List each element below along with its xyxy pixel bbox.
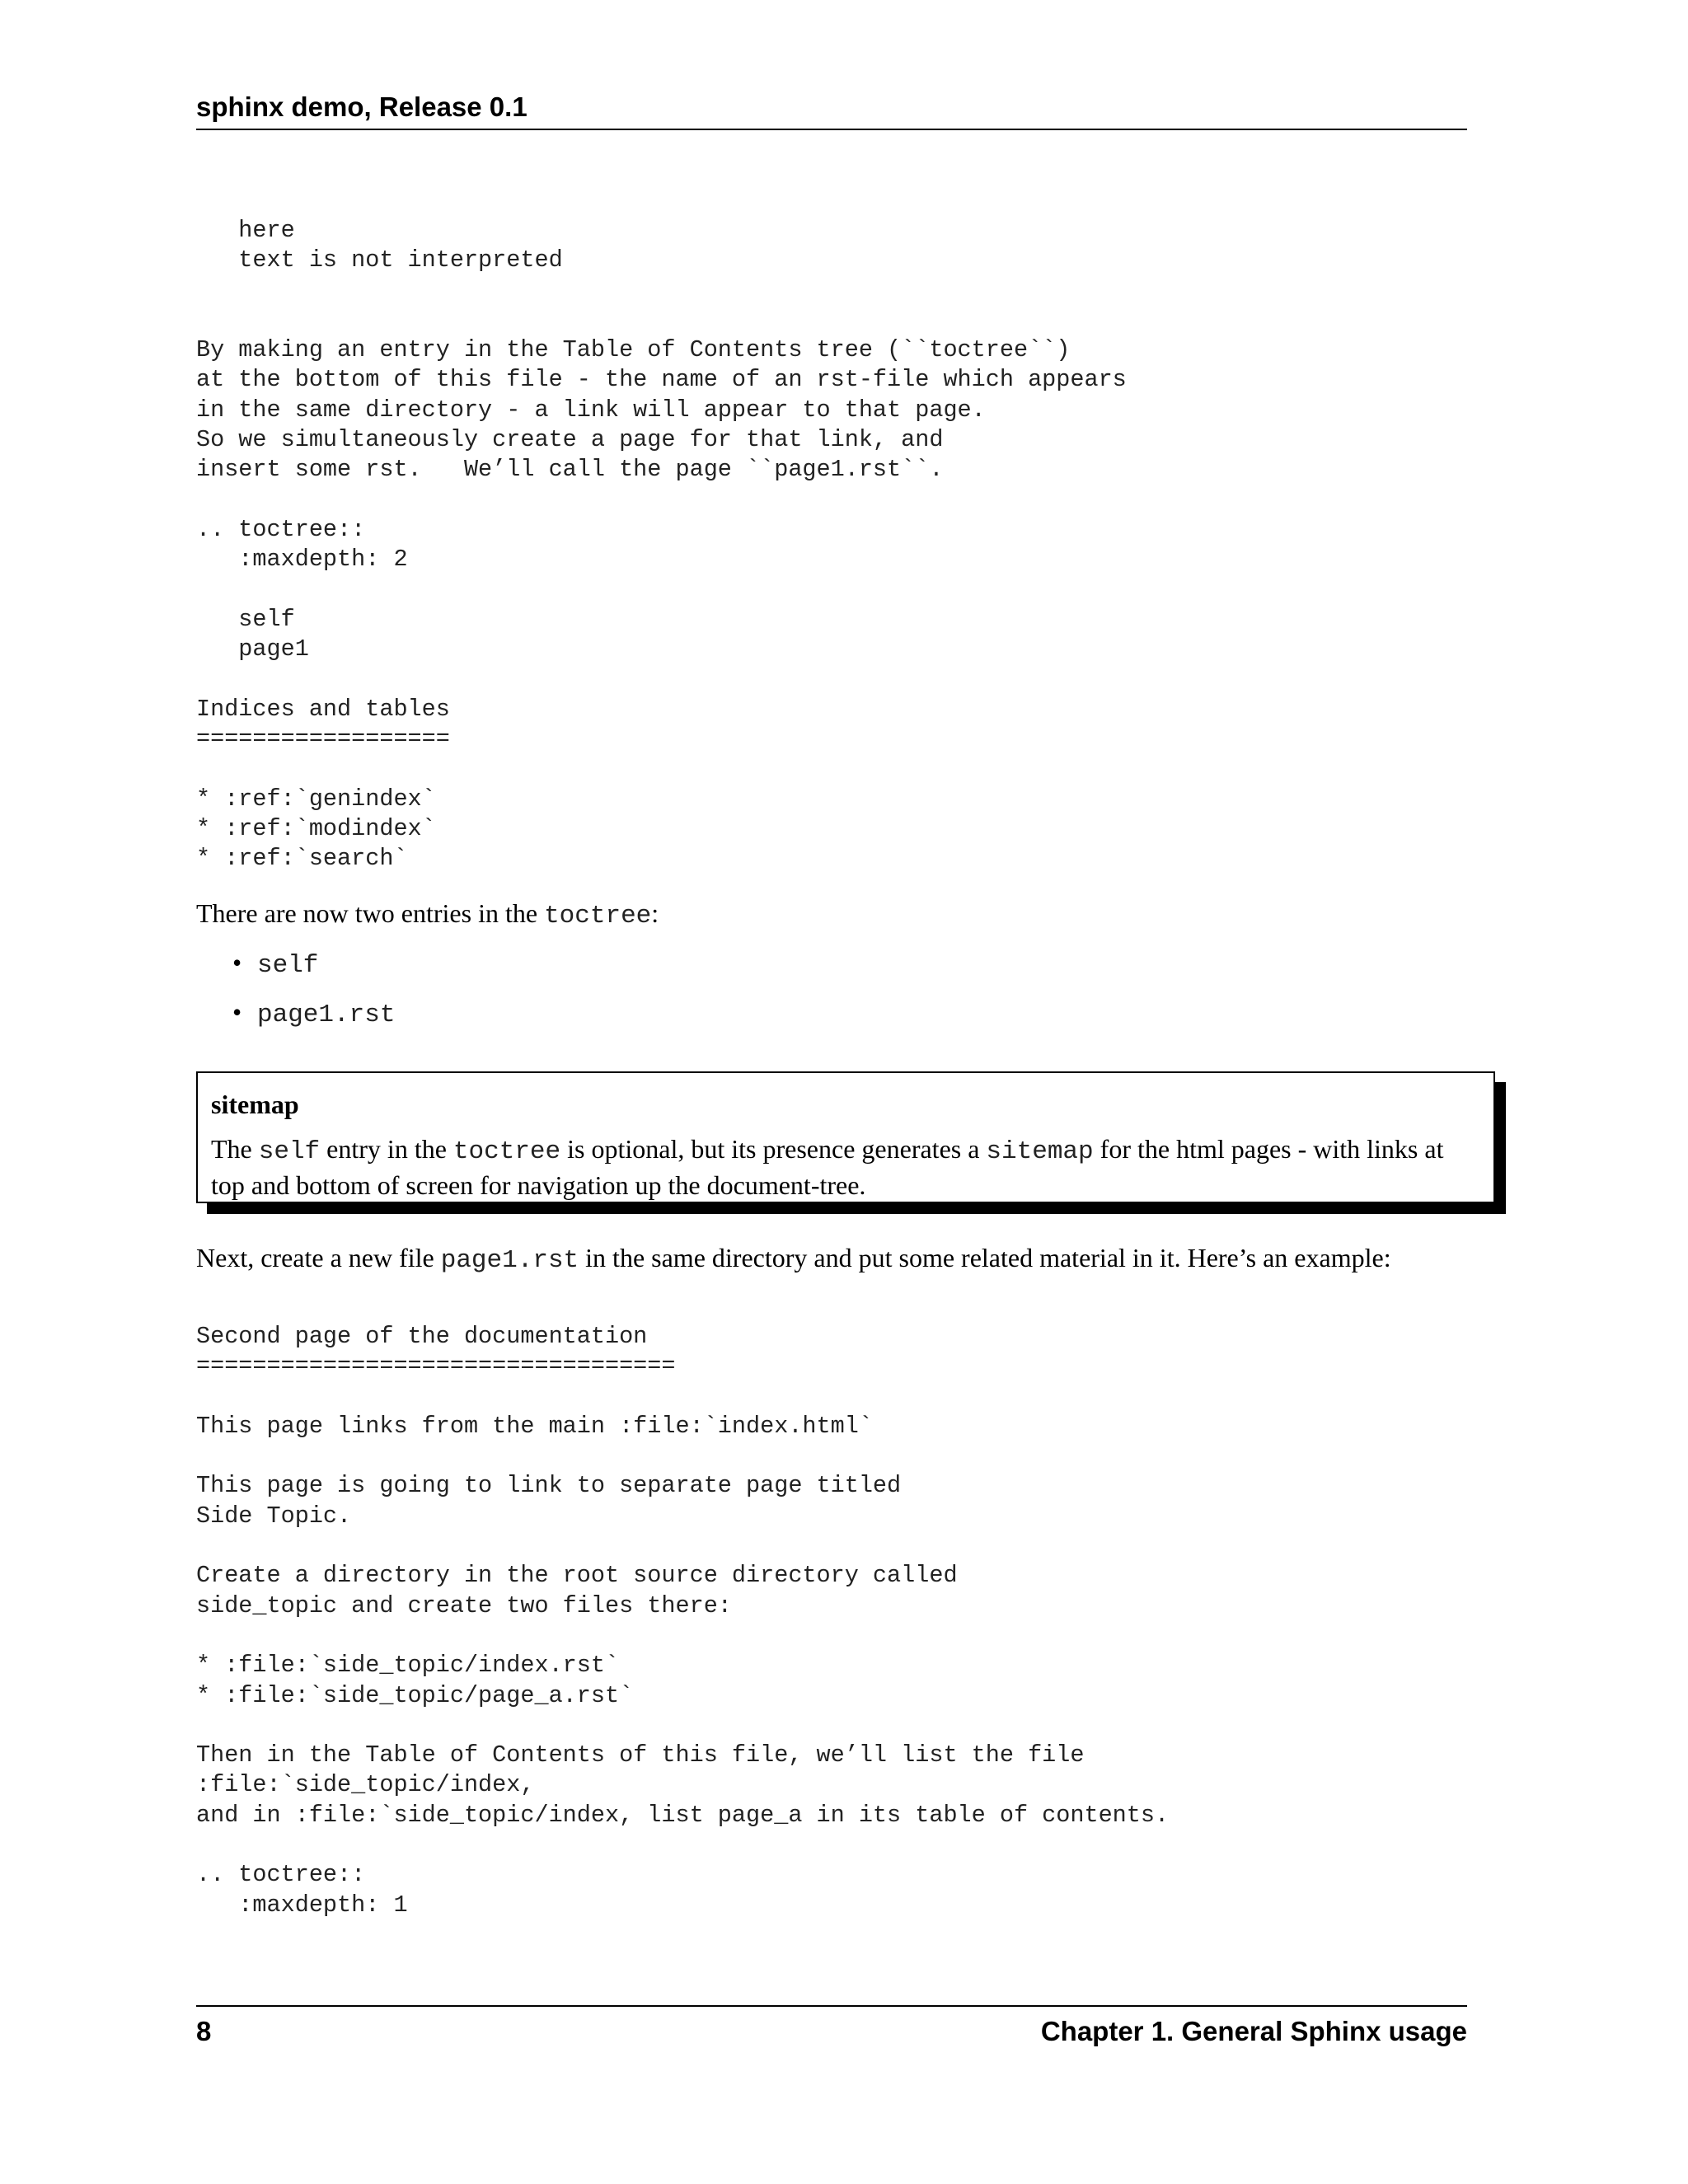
running-footer [196,2005,1467,2050]
inline-code: page1.rst [440,1246,579,1275]
text: The [211,1134,259,1164]
list-item-code: self [257,951,319,980]
text: : [651,898,659,928]
inline-code: toctree [544,902,652,930]
inline-code: self [258,1137,321,1166]
inline-code: toctree [452,1137,561,1166]
inline-code: sitemap [986,1137,1094,1166]
toctree-entry-list [232,946,395,1045]
text: entry in the [320,1134,453,1164]
document-page [196,0,1467,2184]
text: Next, create a new file [196,1243,441,1272]
bullet-icon: • [232,997,242,1027]
text: for the html pages - with links at top and bottom of screen for navigation up the document-tree. [211,1134,1444,1200]
sitemap-admonition [196,1071,1495,1203]
admonition-body [211,1132,1464,1202]
page-number: 8 [196,2016,212,2046]
paragraph-next-step [196,1241,1391,1277]
bullet-icon: • [232,948,242,977]
paragraph-toctree-entries [196,897,659,933]
code-block-toctree-example: here text is not interpreted By making an entry in the Table of Contents tree (``toctree``) at the bottom of this file - the name of an rst-file which appears in the same directory - a link will appear to that page. So we simultaneously create a page for that link, and insert some rst. We’ll call the page ``page1.rst``. .. toctree:: :maxdepth: 2 self page1 Indices and tables ================== * :ref:`genindex` * :ref:`modindex` * :ref:`search` [196,217,1127,873]
running-header: sphinx demo, Release 0.1 [196,89,1467,130]
text: is optional, but its presence generates a [560,1134,987,1164]
text: There are now two entries in the [196,898,545,928]
chapter-title: Chapter 1. General Sphinx usage [1040,2016,1467,2046]
list-item-code: page1.rst [257,1001,396,1029]
admonition-title: sitemap [211,1090,299,1119]
text: in the same directory and put some related material in it. Here’s an example: [579,1243,1391,1272]
list-item [232,946,395,996]
code-block-page1-example: Second page of the documentation ================================== This page links from the main :file:`index.html` This page is going to link to separate page titled Side Topic. Create a directory in the root source directory called side_topic and create two files there: * :file:`side_topic/index.rst` * :file:`side_topic/page_a.rst` Then in the Table of Contents of this file, we’ll list the file :file:`side_topic/index, and in :file:`side_topic/index, list page_a in its table of contents. .. toctree:: :maxdepth: 1 [196,1323,1170,1919]
list-item [232,996,395,1045]
